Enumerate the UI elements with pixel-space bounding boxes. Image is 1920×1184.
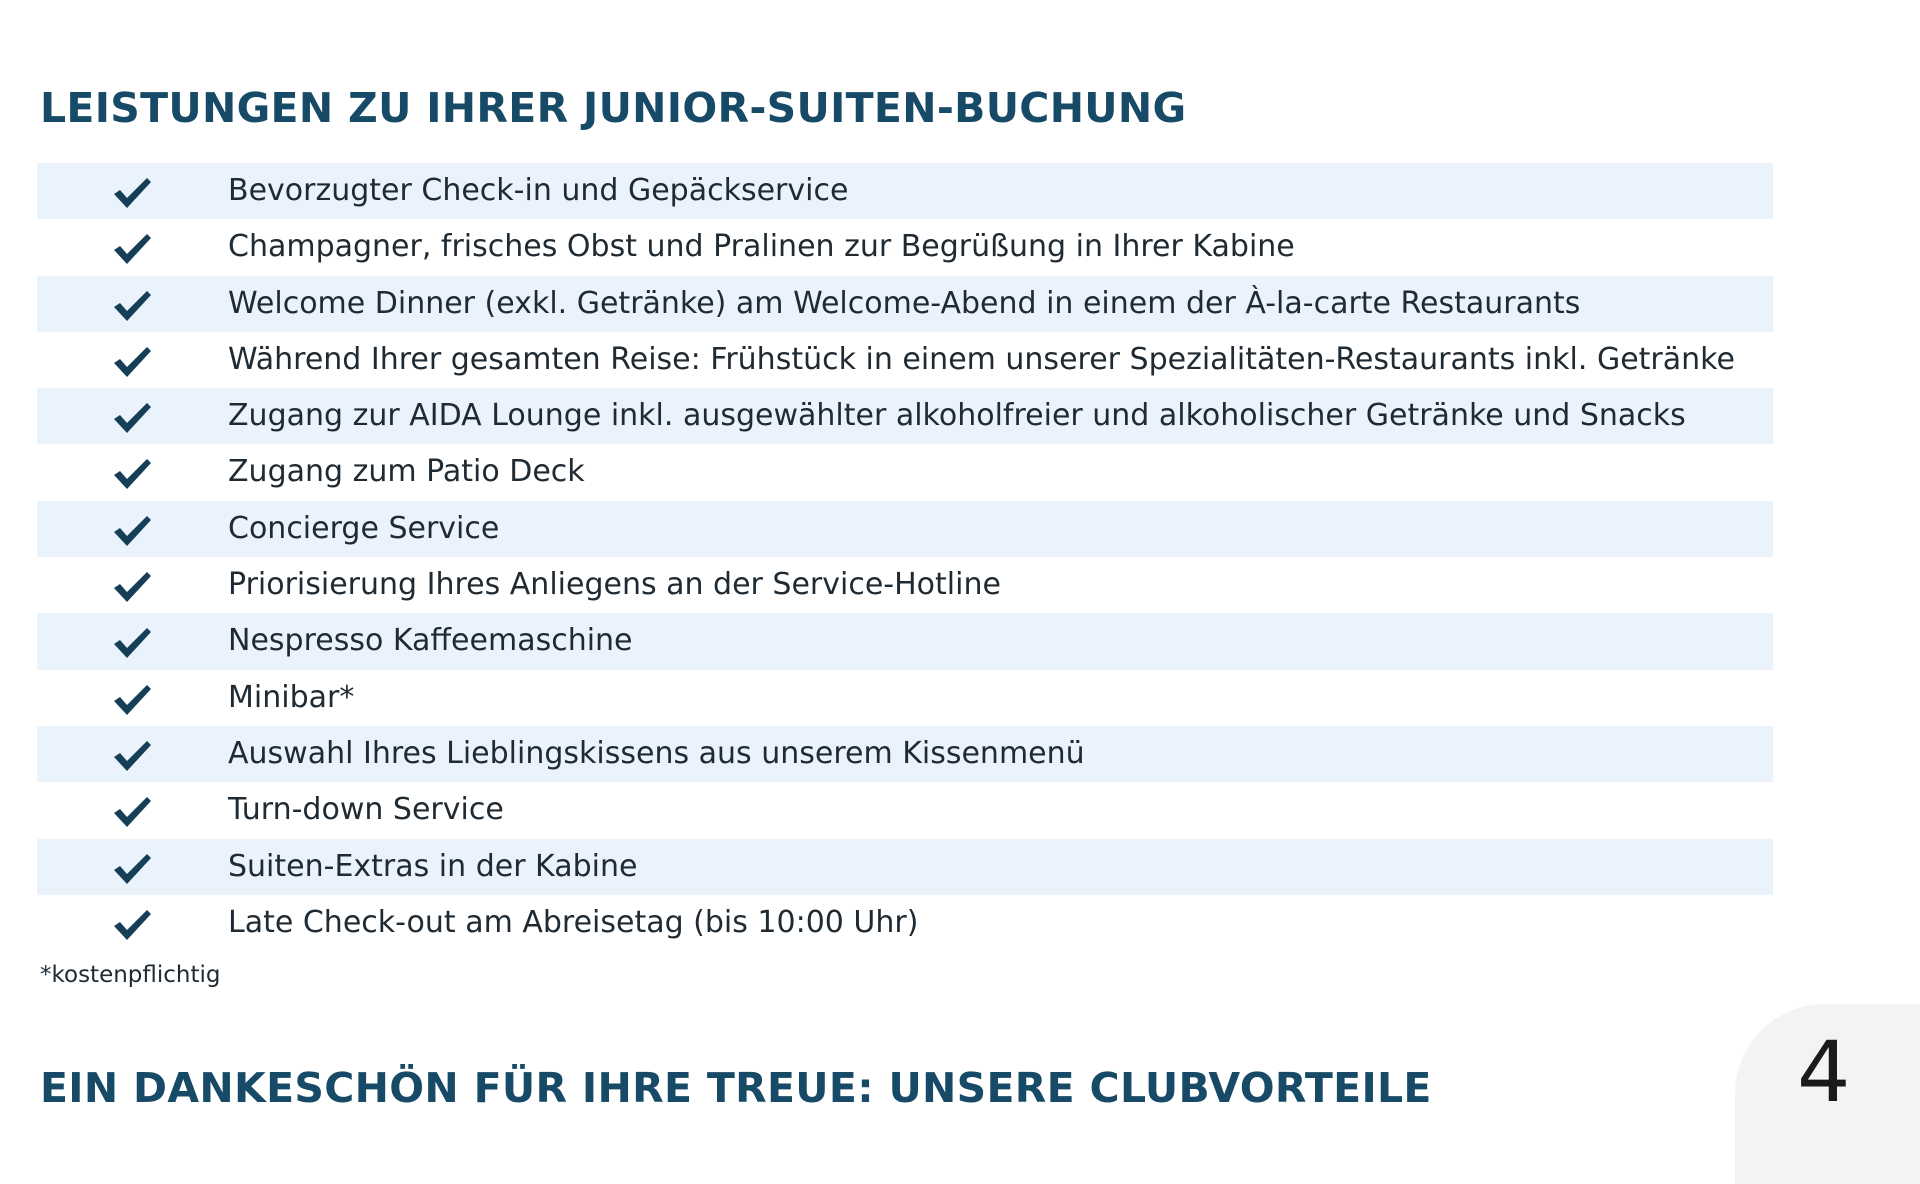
check-icon: [111, 569, 153, 605]
check-icon: [111, 344, 153, 380]
check-icon: [111, 456, 153, 492]
benefit-text: Welcome Dinner (exkl. Getränke) am Welcome-Abend in einem der À-la-carte Restaurants: [228, 285, 1581, 321]
footnote: *kostenpflichtig: [40, 962, 221, 988]
list-item: [37, 219, 1773, 275]
list-item: [37, 726, 1773, 782]
section-title-junior-suite: LEISTUNGEN ZU IHRER JUNIOR-SUITEN-BUCHUNG: [40, 84, 1187, 132]
benefit-text: Zugang zur AIDA Lounge inkl. ausgewählter alkoholfreier und alkoholischer Getränke und Snacks: [228, 398, 1686, 434]
benefit-text: Minibar*: [228, 679, 355, 715]
benefit-text: Turn-down Service: [228, 792, 504, 828]
list-item: [37, 670, 1773, 726]
benefit-text: Zugang zum Patio Deck: [228, 454, 585, 490]
section-title-club-benefits: EIN DANKESCHÖN FÜR IHRE TREUE: UNSERE CLUBVORTEILE: [40, 1064, 1432, 1112]
check-icon: [111, 907, 153, 943]
list-item: [37, 613, 1773, 669]
check-icon: [111, 400, 153, 436]
benefits-list: [37, 163, 1773, 951]
list-item: [37, 163, 1773, 219]
check-icon: [111, 175, 153, 211]
benefit-text: Während Ihrer gesamten Reise: Frühstück in einem unserer Spezialitäten-Restaurants inkl. Getränke: [228, 341, 1735, 377]
list-item: [37, 276, 1773, 332]
check-icon: [111, 288, 153, 324]
list-item: [37, 501, 1773, 557]
benefit-text: Nespresso Kaffeemaschine: [228, 623, 633, 659]
page-number: 4: [1797, 1023, 1851, 1121]
benefit-text: Suiten-Extras in der Kabine: [228, 848, 638, 884]
check-icon: [111, 625, 153, 661]
check-icon: [111, 738, 153, 774]
list-item: [37, 332, 1773, 388]
check-icon: [111, 851, 153, 887]
list-item: [37, 444, 1773, 500]
check-icon: [111, 682, 153, 718]
check-icon: [111, 231, 153, 267]
list-item: [37, 839, 1773, 895]
list-item: [37, 388, 1773, 444]
benefit-text: Auswahl Ihres Lieblingskissens aus unserem Kissenmenü: [228, 735, 1085, 771]
check-icon: [111, 794, 153, 830]
benefit-text: Concierge Service: [228, 510, 500, 546]
benefit-text: Champagner, frisches Obst und Pralinen zur Begrüßung in Ihrer Kabine: [228, 229, 1295, 265]
benefit-text: Priorisierung Ihres Anliegens an der Service-Hotline: [228, 567, 1001, 603]
check-icon: [111, 513, 153, 549]
list-item: [37, 782, 1773, 838]
benefit-text: Bevorzugter Check-in und Gepäckservice: [228, 173, 849, 208]
benefit-text: Late Check-out am Abreisetag (bis 10:00 Uhr): [228, 904, 919, 940]
list-item: [37, 557, 1773, 613]
list-item: [37, 895, 1773, 951]
